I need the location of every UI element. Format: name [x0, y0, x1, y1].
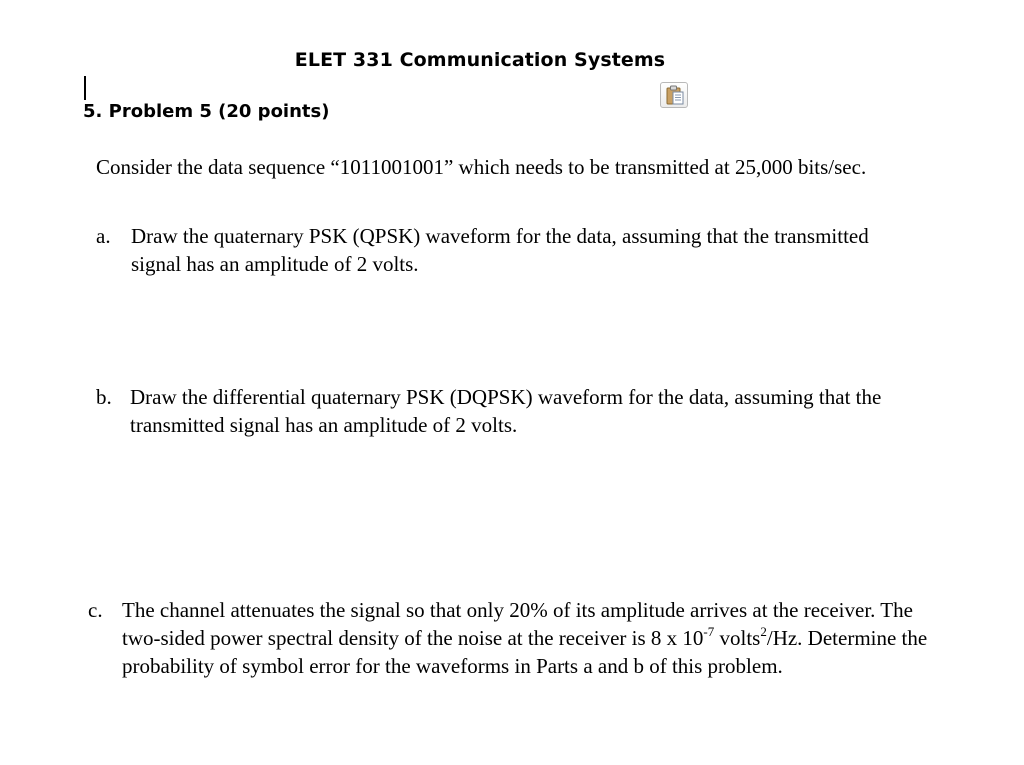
part-c-text-2: volts [714, 626, 761, 650]
part-c-exponent-2: 2 [760, 624, 767, 639]
part-a-text: Draw the quaternary PSK (QPSK) waveform for the data, assuming that the transmitted signal has an amplitude of 2 volts. [131, 224, 869, 276]
part-c [88, 596, 938, 680]
part-b-text: Draw the differential quaternary PSK (DQPSK) waveform for the data, assuming that the transmitted signal has an amplitude of 2 volts. [130, 385, 882, 437]
part-b [96, 383, 966, 439]
clipboard-icon-graphic [665, 85, 685, 106]
part-c-text [122, 596, 938, 680]
part-b-marker: b. [96, 385, 112, 409]
text-cursor [84, 76, 86, 100]
part-c-marker: c. [88, 598, 103, 622]
part-c-text-1: The channel attenuates the signal so that only 20% of its amplitude arrives at the receiver. The two-sided power spectral density of the noise at the receiver is 8 x 10 [122, 598, 913, 650]
part-c-exponent-1: -7 [703, 624, 715, 639]
course-title: ELET 331 Communication Systems [294, 49, 666, 71]
part-a [96, 222, 896, 278]
clipboard-paste-icon[interactable] [660, 82, 688, 108]
part-a-marker: a. [96, 224, 111, 248]
problem-heading: 5. Problem 5 (20 points) [83, 101, 330, 122]
part-c-text-3: /Hz. Determine the probability of symbol error for the waveforms in Parts a and b of this problem. [122, 626, 928, 678]
problem-intro: Consider the data sequence “1011001001” which needs to be transmitted at 25,000 bits/sec. [96, 155, 867, 179]
